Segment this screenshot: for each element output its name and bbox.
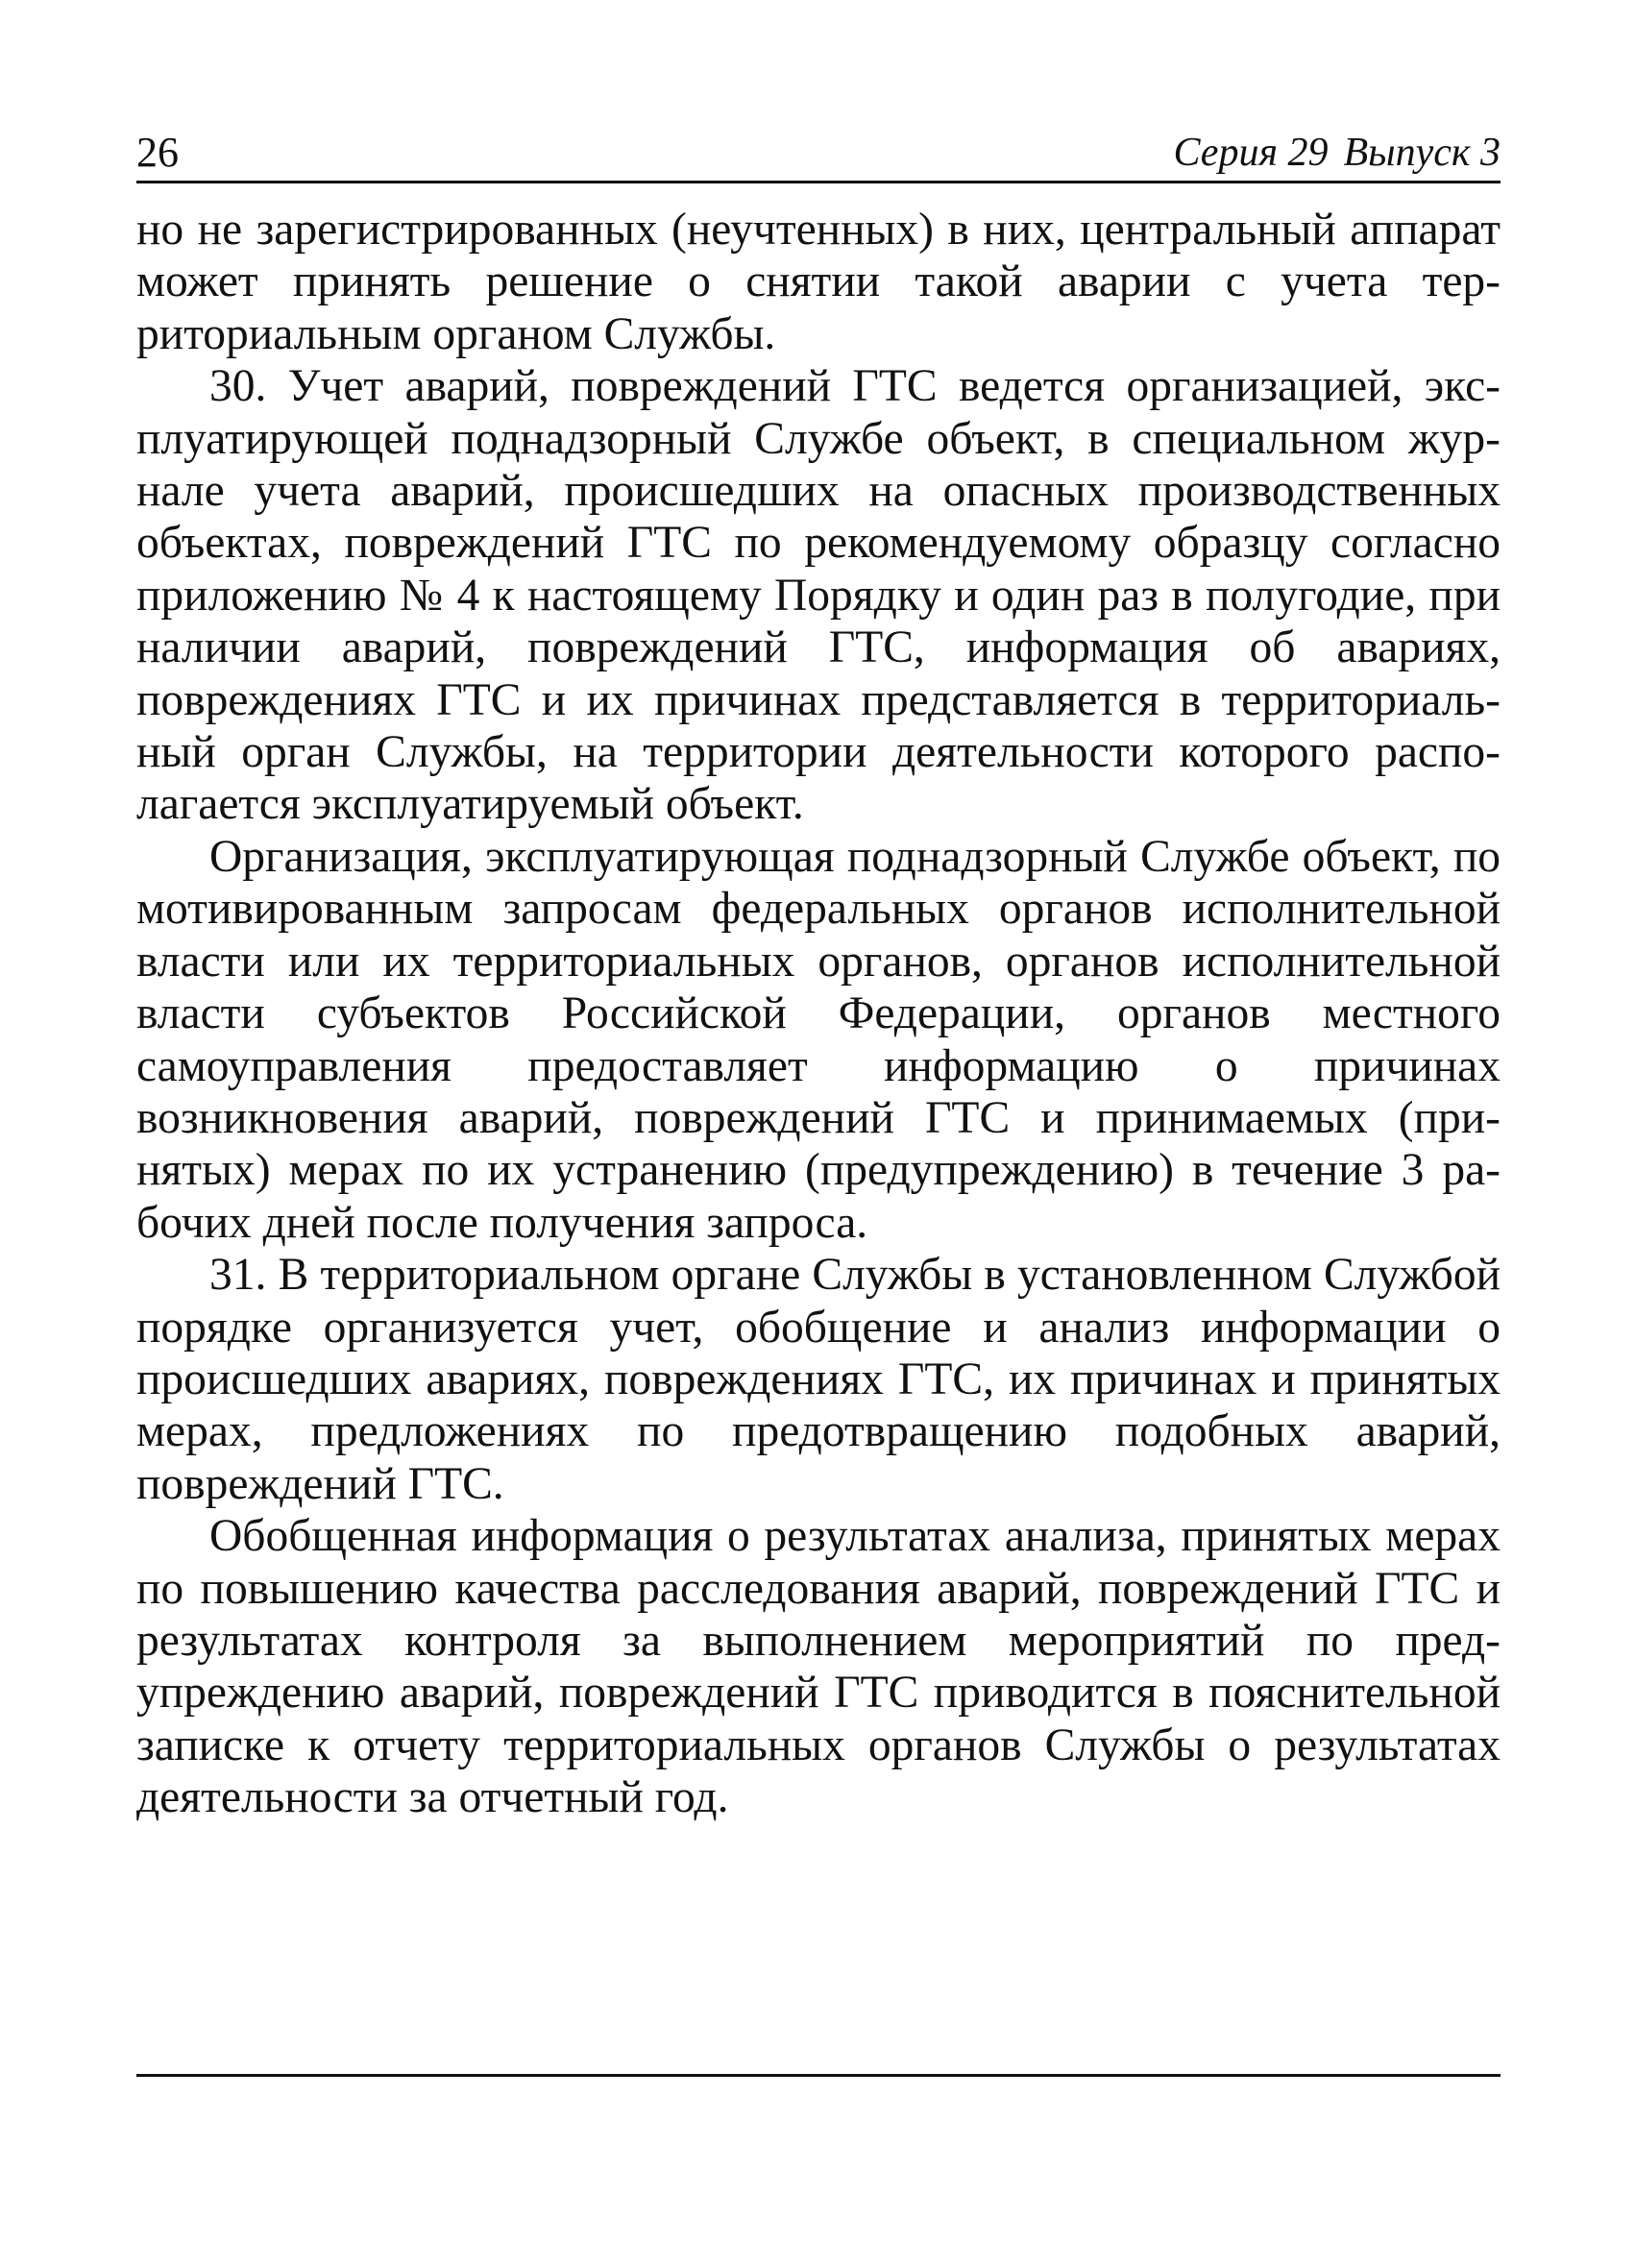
- page-body: [136, 204, 1501, 1824]
- running-title: [1174, 129, 1501, 177]
- page-header: [136, 123, 1501, 183]
- series-label: Серия 29: [1173, 131, 1329, 175]
- paragraph-item-30: 30. Учет аварий, повреждений ГТС ведется организацией, эксплуатирующей поднадзорный Службе объект, в специальном журнале учета аварий, происшедших на опасных производственных объектах, повреждений ГТС по рекомендуемому образцу согласно приложению № 4 к настоящему Порядку и один раз в полугодие, при наличии аварий, повреждений ГТС, информация об авариях, повреждениях ГТС и их причинах представляется в территориальный орган Службы, на территории деятельности которого располагается эксплуатируемый объект.: [136, 361, 1501, 830]
- issue-label: Выпуск 3: [1343, 131, 1501, 175]
- paragraph-summary: Обобщенная информация о результатах анализа, принятых мерах по повышению качества расследования аварий, повреждений ГТС и результатах контроля за выполнением мероприятий по предупреждению аварий, повреждений ГТС приводится в пояснительной записке к отчету территориальных органов Службы о результатах деятельности за отчетный год.: [136, 1511, 1501, 1823]
- paragraph-requests: Организация, эксплуатирующая поднадзорный Службе объект, по мотивированным запросам федеральных органов исполнительной власти или их территориальных органов, органов исполнительной власти субъектов Российской Федерации, органов местного самоуправления предоставляет информацию о причинах возникновения аварий, повреждений ГТС и принимаемых (принятых) мерах по их устранению (предупреждению) в течение 3 рабочих дней после получения запроса.: [136, 831, 1501, 1248]
- page-number: 26: [136, 129, 179, 176]
- paragraph-item-31: 31. В территориальном органе Службы в установленном Службой порядке организуется учет, обобщение и анализ информации о происшедших авариях, повреждениях ГТС, их причинах и принятых мерах, предложениях по предотвращению подобных аварий, повреждений ГТС.: [136, 1250, 1501, 1509]
- paragraph-continued: но не зарегистрированных (неучтенных) в них, центральный аппарат может принять решение о снятии такой аварии с учета территориальным органом Службы.: [136, 205, 1501, 359]
- footer-rule: [136, 2074, 1501, 2077]
